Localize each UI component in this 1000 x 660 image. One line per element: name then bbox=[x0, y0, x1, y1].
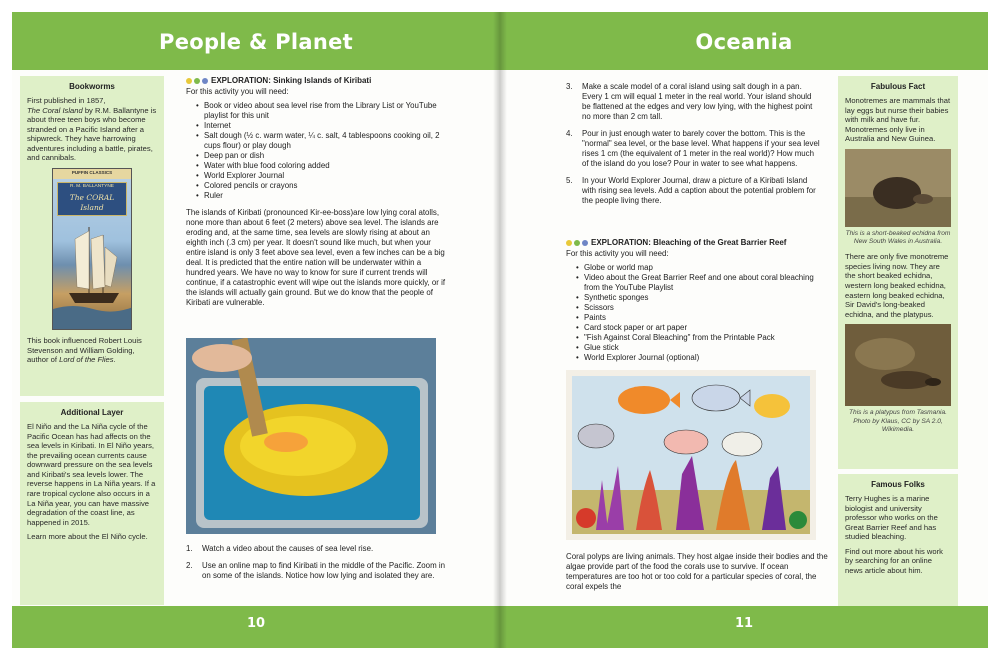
additional-layer-body: El Niño and the La Niña cycle of the Pacific Ocean has had affects on the sea levels in Kiribati. In El Niño years, the prevailing ocean currents cause downward pressure on the sea levels and Kiribati's sea levels lower. The reverse happens in La Niña years. If a rare tropical cyclone also occurs in a La Niña year, you can have massive degradation of the coast line, as happened in 2015. bbox=[27, 422, 156, 527]
supply-list-2 bbox=[576, 263, 828, 363]
left-page-number: 10 bbox=[246, 616, 266, 631]
exploration-dots-icon bbox=[186, 78, 208, 84]
list-item: • World Explorer Journal bbox=[196, 171, 448, 181]
list-item: • "Fish Against Coral Bleaching" from the Printable Pack bbox=[576, 333, 828, 343]
exploration-2 bbox=[566, 238, 828, 370]
steps-list-1 bbox=[186, 544, 448, 581]
famous-folks-box bbox=[838, 474, 958, 606]
list-item: • Salt dough (½ c. warm water, ¼ c. salt, 4 tablespoons cooking oil, 2 cups flour) or play dough bbox=[196, 131, 448, 151]
coral-paragraph: Coral polyps are living animals. They host algae inside their bodies and the algae provide part of the food the corals use to survive. If ocean temperatures are too hot or too cold for a particular species of coral, the coral expels the bbox=[566, 552, 828, 592]
step-item: 1. Watch a video about the causes of sea level rise. bbox=[186, 544, 374, 553]
book-cover-image bbox=[52, 168, 132, 330]
bookworms-box bbox=[20, 76, 164, 396]
right-footer bbox=[500, 606, 988, 648]
right-banner-title: Oceania bbox=[695, 30, 793, 54]
left-banner bbox=[12, 12, 500, 70]
famous-folks-tail: Find out more about his work by searching for an online news article about him. bbox=[845, 546, 943, 576]
list-item: • Book or video about sea level rise from the Library List or YouTube playlist for this unit bbox=[196, 101, 448, 121]
cover-series: PUFFIN CLASSICS bbox=[71, 170, 113, 176]
left-steps bbox=[186, 544, 448, 588]
left-footer bbox=[12, 606, 500, 648]
list-item: • Ruler bbox=[196, 191, 448, 201]
list-item: • Synthetic sponges bbox=[576, 293, 828, 303]
echidna-caption: This is a short-beaked echidna from New South Wales in Australia. bbox=[845, 229, 951, 246]
salt-dough-island-photo bbox=[186, 338, 436, 534]
coral-art-illustration bbox=[566, 370, 816, 540]
step-item: 3. Make a scale model of a coral island using salt dough in a pan. Every 1 cm will equal 1 meter in the real world. Your island should be flattened at the edges and very low lying, with the highest point no more than 2 cm tall. bbox=[566, 82, 813, 122]
echidna-illustration bbox=[845, 149, 951, 227]
exploration-lead-2: For this activity you will need: bbox=[566, 249, 669, 259]
exploration-lead-1: For this activity you will need: bbox=[186, 87, 289, 97]
left-main-column bbox=[186, 76, 448, 314]
platypus-illustration bbox=[845, 324, 951, 406]
exploration-heading-1: EXPLORATION: Sinking Islands of Kiribati bbox=[186, 76, 448, 86]
exploration-dots-icon bbox=[566, 240, 588, 246]
list-item: • Paints bbox=[576, 313, 828, 323]
list-item: • World Explorer Journal (optional) bbox=[576, 353, 828, 363]
famous-folks-body: Terry Hughes is a marine biologist and university professor who works on the Great Barrier Reef and has studied bleaching. bbox=[845, 494, 938, 542]
list-item: • Scissors bbox=[576, 303, 828, 313]
list-item: • Water with blue food coloring added bbox=[196, 161, 448, 171]
coral-reef-art-photo bbox=[566, 370, 816, 540]
bookworms-title: Bookworms bbox=[69, 82, 115, 91]
right-page bbox=[500, 12, 988, 648]
list-item: • Deep pan or dish bbox=[196, 151, 448, 161]
additional-layer-tail: Learn more about the El Niño cycle. bbox=[27, 532, 148, 542]
fabulous-fact-box bbox=[838, 76, 958, 469]
step-item: 4. Pour in just enough water to barely cover the bottom. This is the "normal" sea level, or the base level. What happens if your sea level rises 1 cm (the equivalent of 1 meter in the real world)? How much of the island do you lose? Pour in water to see what happens. bbox=[566, 129, 820, 169]
list-item: • Card stock paper or art paper bbox=[576, 323, 828, 333]
list-item: • Internet bbox=[196, 121, 448, 131]
additional-layer-box bbox=[20, 402, 164, 605]
famous-folks-title: Famous Folks bbox=[871, 480, 925, 489]
left-page bbox=[12, 12, 500, 648]
supply-list-1 bbox=[196, 101, 448, 201]
platypus-caption: This is a platypus from Tasmania. Photo by Klaus, CC by SA 2.0, Wikimedia. bbox=[849, 409, 947, 433]
list-item: • Colored pencils or crayons bbox=[196, 181, 448, 191]
bookworms-book-title: The Coral Island bbox=[27, 105, 83, 115]
island-photo-illustration bbox=[186, 338, 436, 534]
right-banner bbox=[500, 12, 988, 70]
fabulous-fact-title: Fabulous Fact bbox=[870, 82, 926, 91]
bookworms-after: This book influenced Robert Louis Stevenson and William Golding, author of Lord of the Flies. bbox=[27, 336, 142, 365]
echidna-photo bbox=[845, 149, 951, 227]
list-item: • Globe or world map bbox=[576, 263, 828, 273]
right-steps bbox=[566, 82, 822, 213]
additional-layer-title: Additional Layer bbox=[60, 408, 124, 417]
list-item: • Video about the Great Barrier Reef and one about coral bleaching from the YouTube Playlist bbox=[576, 273, 828, 293]
fabulous-fact-body2: There are only five monotreme species living now. They are the short beaked echidna, western long beaked echidna, eastern long beaked echidna, Sir David's long-beaked echidna, and the platypus. bbox=[845, 252, 949, 319]
right-page-number: 11 bbox=[734, 616, 754, 631]
exploration-heading-2: EXPLORATION: Bleaching of the Great Barrier Reef bbox=[566, 238, 828, 248]
bookworms-intro: First published in 1857, The Coral Island by R.M. Ballantyne is about three teen boys who become stranded on a Pacific Island after a shipwreck. They have harrowing adventures including a battle, pirates, and cannibals. bbox=[27, 96, 157, 163]
steps-list-2 bbox=[566, 82, 822, 206]
fabulous-fact-body: Monotremes are mammals that lay eggs but nurse their babies with milk and have fur. Monotremes only live in Australia and New Guinea. bbox=[845, 96, 951, 144]
left-banner-title: People & Planet bbox=[159, 30, 353, 54]
platypus-photo bbox=[845, 324, 951, 406]
book-gutter bbox=[493, 12, 507, 648]
cover-title-1: The CORAL bbox=[69, 193, 115, 203]
step-item: 5. In your World Explorer Journal, draw a picture of a Kiribati Island with rising sea levels. Add a caption about the potential problem for the people living there. bbox=[566, 176, 816, 206]
step-item: 2. Use an online map to find Kiribati in the middle of the Pacific. Zoom in on some of the islands. Notice how low lying and isolated they are. bbox=[186, 561, 445, 581]
coral-paragraph-col bbox=[566, 552, 828, 598]
cover-author: R. M. BALLANTYNE bbox=[70, 184, 114, 190]
list-item: • Glue stick bbox=[576, 343, 828, 353]
cover-title-2: Island bbox=[80, 203, 104, 213]
kiribati-paragraph: The islands of Kiribati (pronounced Kir-ee-boss)are low lying coral atolls, none more than about 6 feet (2 meters) above sea level. The islands are eroding and, at the same time, sea levels are slowly rising at about an eighth inch (.3 cm) per year. It doesn't sound like much, but when your entire island is only 3 feet above sea level, even a few inches can be a big deal. It is predicted that the entire nation will be underwater within a hundred years. We have no way to know for sure if current trends will continue, if a catastrophic event will wipe out the islands more quickly, or if the islands will actually gain ground. But we do know that the people of Kiribati are vulnerable. bbox=[186, 207, 446, 307]
ship-illustration bbox=[53, 169, 132, 330]
